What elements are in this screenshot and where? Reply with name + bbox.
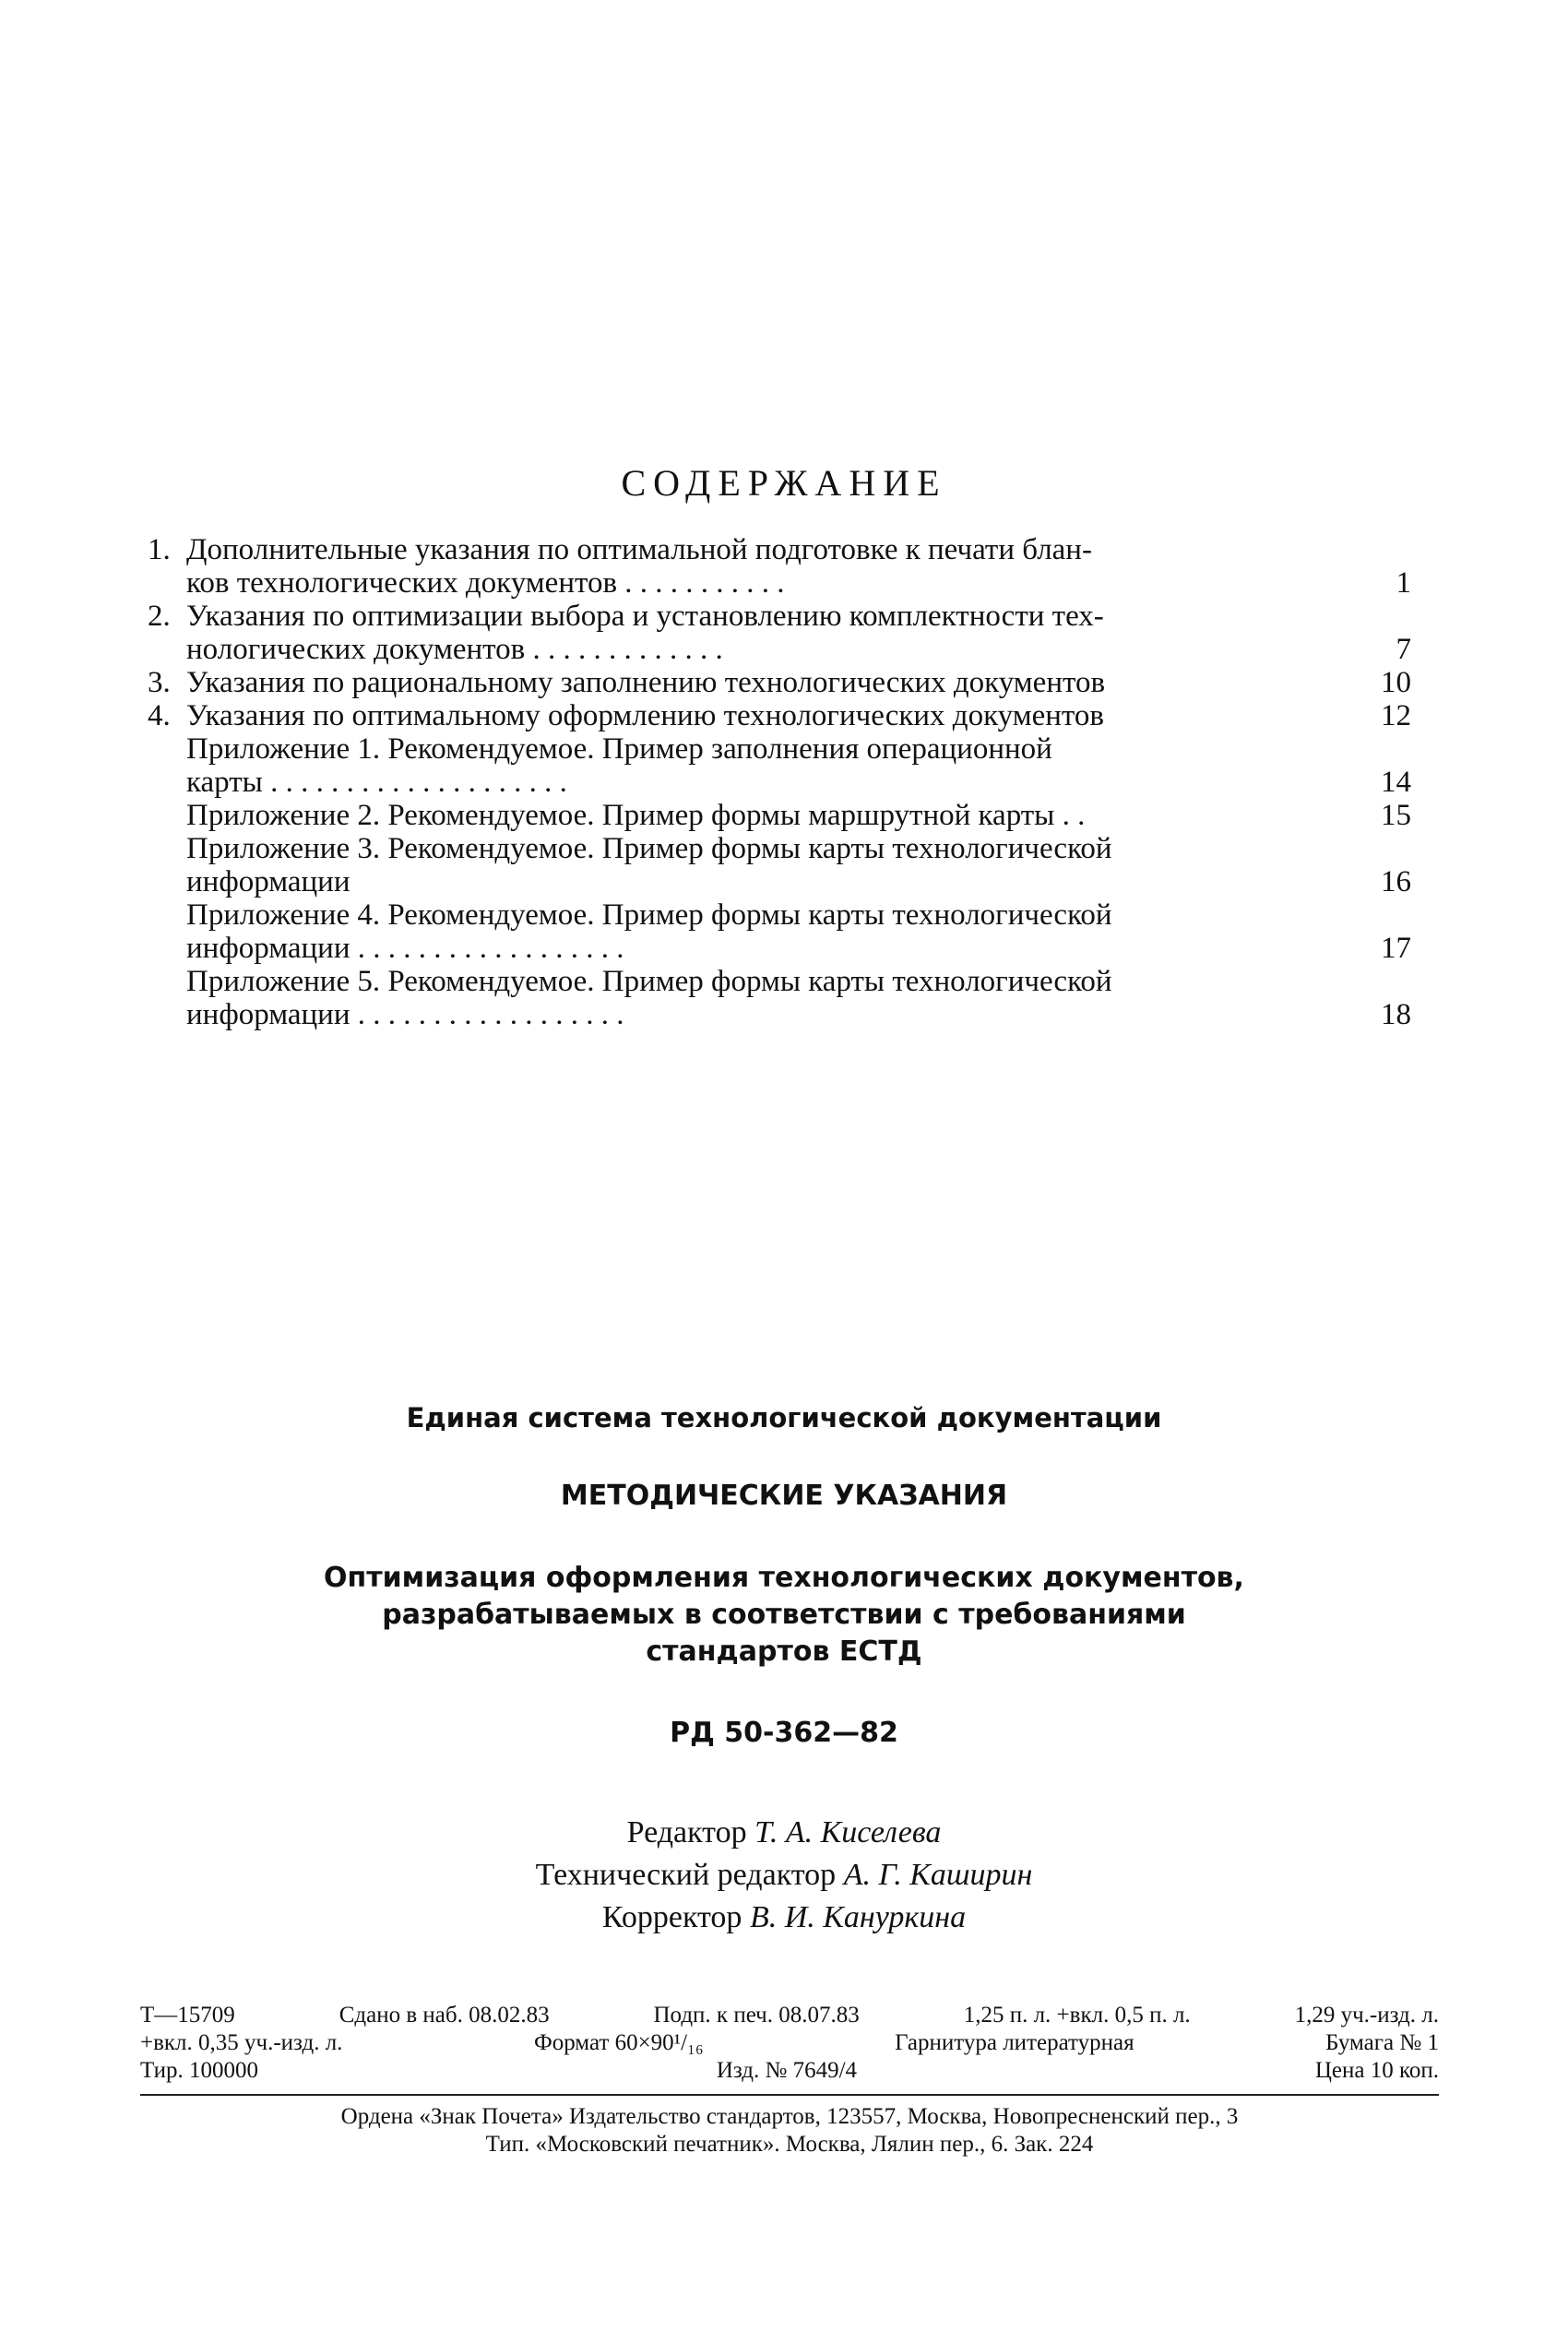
toc-number: 1.: [148, 533, 171, 566]
imprint-field: Формат 60×90¹/₁₆: [533, 2030, 704, 2055]
editor-role: Редактор: [626, 1815, 747, 1849]
toc-text: Дополнительные указания по оптимальной подготовке к печати блан-: [186, 533, 1092, 566]
toc-line: [148, 932, 1411, 965]
toc-text: ков технологических документов . . . . . . . . . . .: [186, 566, 785, 600]
toc-number: 3.: [148, 666, 171, 699]
toc-line: [148, 832, 1411, 865]
imprint-row: [140, 2002, 1439, 2029]
toc-text: Приложение 5. Рекомендуемое. Пример формы карты технологической: [186, 965, 1112, 998]
imprint-row: [140, 2029, 1439, 2057]
tech-editor-credit: [0, 1854, 1568, 1897]
document-title-line: стандартов ЕСТД: [646, 1635, 922, 1668]
editor-credit: [0, 1812, 1568, 1854]
imprint-field: 1,25 п. л. +вкл. 0,5 п. л.: [963, 2003, 1191, 2028]
toc-line: [148, 965, 1411, 998]
document-title-line: Оптимизация оформления технологических документов,: [324, 1562, 1244, 1594]
toc-text: информации: [186, 865, 350, 898]
toc-text: информации . . . . . . . . . . . . . . . . . .: [186, 998, 624, 1031]
toc-text: Указания по оптимизации выбора и установлению комплектности тех-: [186, 600, 1104, 633]
document-title: [0, 1560, 1568, 1671]
toc-text: нологических документов . . . . . . . . . . . . .: [186, 633, 723, 666]
toc-text: Приложение 3. Рекомендуемое. Пример формы карты технологической: [186, 832, 1112, 865]
document-code: РД 50-362—82: [670, 1717, 898, 1749]
imprint: [140, 2002, 1439, 2159]
title-block: [0, 1402, 1568, 1749]
imprint-field: Сдано в наб. 08.02.83: [339, 2003, 550, 2028]
toc-page: 18: [1381, 998, 1411, 1031]
toc-line: [148, 600, 1411, 633]
toc-text: Приложение 4. Рекомендуемое. Пример формы карты технологической: [186, 898, 1112, 932]
series-title: Единая система технологической документации: [406, 1402, 1162, 1433]
toc-page: 12: [1381, 699, 1411, 732]
toc-text: Указания по рациональному заполнению технологических документов: [186, 666, 1106, 699]
toc-page: 10: [1381, 666, 1411, 699]
imprint-field: +вкл. 0,35 уч.-изд. л.: [140, 2030, 343, 2055]
toc-line: [148, 732, 1411, 766]
toc-line: [148, 799, 1411, 832]
toc-page: 7: [1396, 633, 1411, 666]
imprint-field: Бумага № 1: [1325, 2030, 1439, 2055]
imprint-field: Тир. 100000: [140, 2058, 259, 2083]
tech-editor-name: А. Г. Каширин: [843, 1858, 1033, 1892]
toc-line: [148, 898, 1411, 932]
toc-line: [148, 766, 1411, 799]
toc-line: [148, 533, 1411, 566]
toc-line: [148, 998, 1411, 1031]
toc-line: [148, 666, 1411, 699]
document-title-line: разрабатываемых в соответствии с требованиями: [382, 1599, 1186, 1631]
imprint-field: 1,29 уч.-изд. л.: [1294, 2003, 1439, 2028]
toc-text: Указания по оптимальному оформлению технологических документов: [186, 699, 1104, 732]
toc-text: Приложение 2. Рекомендуемое. Пример формы маршрутной карты . .: [186, 799, 1086, 832]
toc-number: 4.: [148, 699, 171, 732]
toc-text: информации . . . . . . . . . . . . . . . . . .: [186, 932, 624, 965]
toc-title: СОДЕРЖАНИЕ: [621, 462, 947, 504]
tech-editor-role: Технический редактор: [535, 1858, 837, 1892]
toc-text: Приложение 1. Рекомендуемое. Пример заполнения операционной: [186, 732, 1052, 766]
imprint-field: Гарнитура литературная: [895, 2030, 1134, 2055]
toc-line: [148, 566, 1411, 600]
toc-number: 2.: [148, 600, 171, 633]
toc-page: 17: [1381, 932, 1411, 965]
printer-line: Тип. «Московский печатник». Москва, Лялин пер., 6. Зак. 224: [485, 2132, 1094, 2157]
proofreader-credit: [0, 1897, 1568, 1939]
imprint-field: Изд. № 7649/4: [716, 2058, 858, 2083]
staff-credits: [0, 1812, 1568, 1939]
proofreader-name: В. И. Кануркина: [749, 1900, 967, 1934]
toc-line: [148, 865, 1411, 898]
toc-page: 16: [1381, 865, 1411, 898]
table-of-contents: [148, 533, 1411, 1031]
imprint-field: Т—15709: [140, 2003, 235, 2028]
proofreader-role: Корректор: [601, 1900, 742, 1934]
imprint-row: [140, 2057, 1439, 2085]
editor-name: Т. А. Киселева: [754, 1815, 942, 1849]
toc-line: [148, 633, 1411, 666]
imprint-field: Подп. к печ. 08.07.83: [653, 2003, 860, 2028]
imprint-field: Цена 10 коп.: [1314, 2058, 1439, 2083]
document-type: МЕТОДИЧЕСКИЕ УКАЗАНИЯ: [560, 1480, 1008, 1512]
toc-page: 14: [1381, 766, 1411, 799]
toc-page: 1: [1396, 566, 1411, 600]
toc-page: 15: [1381, 799, 1411, 832]
publisher-line: Ордена «Знак Почета» Издательство стандартов, 123557, Москва, Новопресненский пер., 3: [340, 2104, 1239, 2129]
toc-text: карты . . . . . . . . . . . . . . . . . . . .: [186, 766, 567, 799]
divider: [140, 2094, 1439, 2096]
toc-line: [148, 699, 1411, 732]
